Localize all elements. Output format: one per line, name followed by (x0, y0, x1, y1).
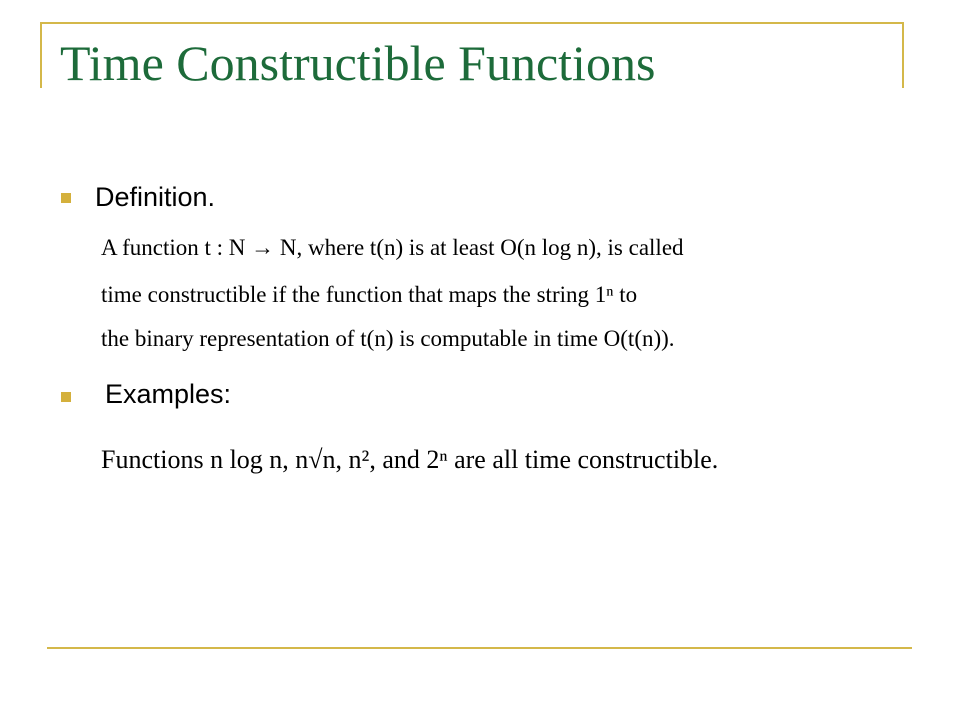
top-border-line (42, 22, 904, 24)
examples-bullet (61, 392, 71, 402)
bottom-border-line (47, 647, 912, 649)
slide-title: Time Constructible Functions (60, 35, 656, 91)
definition-line-1: A function t : N → N, where t(n) is at least O(n log n), is called (101, 235, 684, 260)
definition-line-3: the binary representation of t(n) is computable in time O(t(n)). (101, 326, 675, 351)
left-border-line (40, 22, 42, 88)
right-border-line (902, 22, 904, 88)
definition-heading: Definition. (95, 182, 216, 212)
definition-line-2: time constructible if the function that maps the string 1ⁿ to (101, 282, 638, 307)
examples-line-1: Functions n log n, n√n, n², and 2ⁿ are all time constructible. (101, 445, 719, 474)
examples-heading: Examples: (105, 379, 232, 409)
definition-bullet (61, 193, 71, 203)
